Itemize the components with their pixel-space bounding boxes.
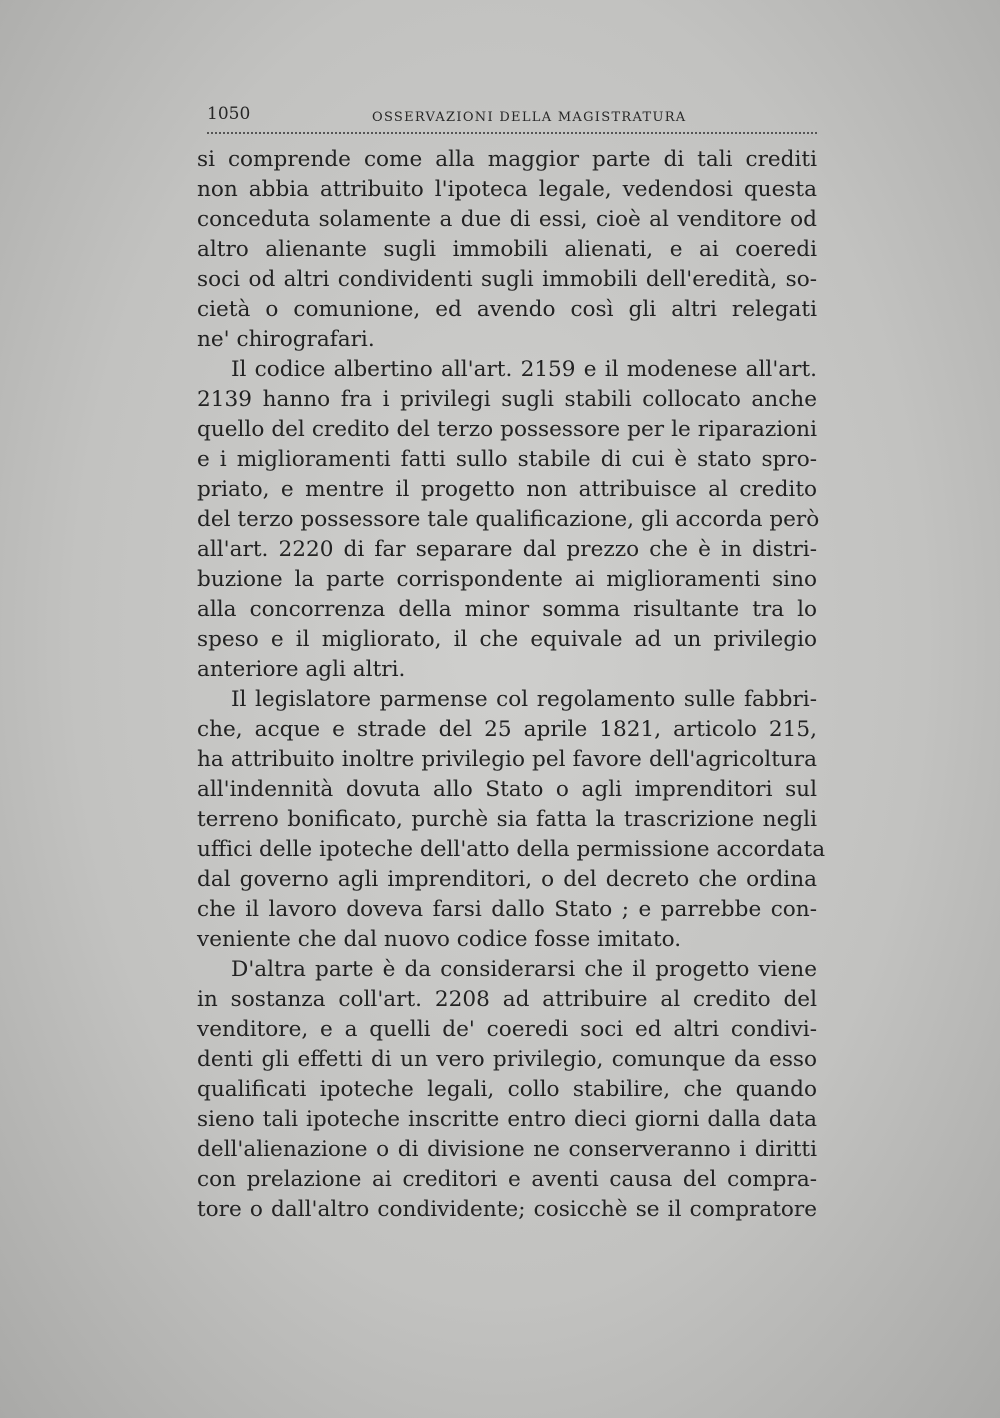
text-line: che il lavoro doveva farsi dallo Stato ; e parrebbe con- [197, 897, 817, 922]
text-line: e i miglioramenti fatti sullo stabile di cui è stato spro- [197, 447, 817, 472]
text-line: con prelazione ai creditori e aventi causa del compra- [197, 1167, 817, 1192]
running-title: OSSERVAZIONI DELLA MAGISTRATURA [372, 110, 687, 125]
text-line: che, acque e strade del 25 aprile 1821, articolo 215, [197, 717, 817, 742]
paragraph-2 [197, 355, 820, 685]
text-line: terreno bonificato, purchè sia fatta la trascrizione negli [197, 807, 817, 832]
text-line: in sostanza coll'art. 2208 ad attribuire al credito del [197, 987, 817, 1012]
text-line: Il codice albertino all'art. 2159 e il modenese all'art. [231, 357, 817, 382]
text-line: venditore, e a quelli de' coeredi soci ed altri condivi- [197, 1017, 817, 1042]
text-line: non abbia attribuito l'ipoteca legale, vedendosi questa [197, 177, 817, 202]
text-line: anteriore agli altri. [197, 657, 406, 682]
text-line: ha attribuito inoltre privilegio pel favore dell'agricoltura [197, 747, 817, 772]
text-line: speso e il migliorato, il che equivale ad un privilegio [197, 627, 817, 652]
text-line: dal governo agli imprenditori, o del decreto che ordina [197, 867, 817, 892]
text-line: qualificati ipoteche legali, collo stabilire, che quando [197, 1077, 817, 1102]
paragraph-4 [197, 955, 817, 1225]
text-line: 2139 hanno fra i privilegi sugli stabili collocato anche [197, 387, 817, 412]
paragraph-1 [197, 145, 817, 355]
body-text [197, 145, 826, 1225]
text-line: si comprende come alla maggior parte di tali crediti [197, 147, 817, 172]
text-line: altro alienante sugli immobili alienati, e ai coeredi [197, 237, 817, 262]
text-line: quello del credito del terzo possessore per le riparazioni [197, 417, 817, 442]
text-line: dell'alienazione o di divisione ne conserveranno i diritti [197, 1137, 817, 1162]
text-line: ne' chirografari. [197, 327, 375, 352]
text-line: D'altra parte è da considerarsi che il progetto viene [231, 957, 817, 982]
text-line: conceduta solamente a due di essi, cioè al venditore od [197, 207, 817, 232]
text-line: priato, e mentre il progetto non attribuisce al credito [197, 477, 817, 502]
page-header [207, 102, 817, 134]
text-line: uffici delle ipoteche dell'atto della permissione accordata [197, 837, 826, 862]
text-line: alla concorrenza della minor somma risultante tra lo [197, 597, 817, 622]
text-line: tore o dall'altro condividente; cosicchè se il compratore [197, 1197, 817, 1222]
text-line: soci od altri condividenti sugli immobili dell'eredità, so- [197, 267, 817, 292]
text-line: sieno tali ipoteche inscritte entro dieci giorni dalla data [197, 1107, 817, 1132]
text-line: veniente che dal nuovo codice fosse imitato. [197, 927, 682, 952]
text-line: all'art. 2220 di far separare dal prezzo che è in distri- [197, 537, 817, 562]
text-line: denti gli effetti di un vero privilegio, comunque da esso [197, 1047, 817, 1072]
text-line: all'indennità dovuta allo Stato o agli imprenditori sul [197, 777, 817, 802]
paragraph-3 [197, 685, 826, 955]
text-line: cietà o comunione, ed avendo così gli altri relegati [197, 297, 817, 322]
text-line: del terzo possessore tale qualificazione, gli accorda però [197, 507, 820, 532]
text-line: Il legislatore parmense col regolamento sulle fabbri- [231, 687, 817, 712]
page-number: 1050 [207, 104, 251, 124]
text-line: buzione la parte corrispondente ai miglioramenti sino [197, 567, 817, 592]
